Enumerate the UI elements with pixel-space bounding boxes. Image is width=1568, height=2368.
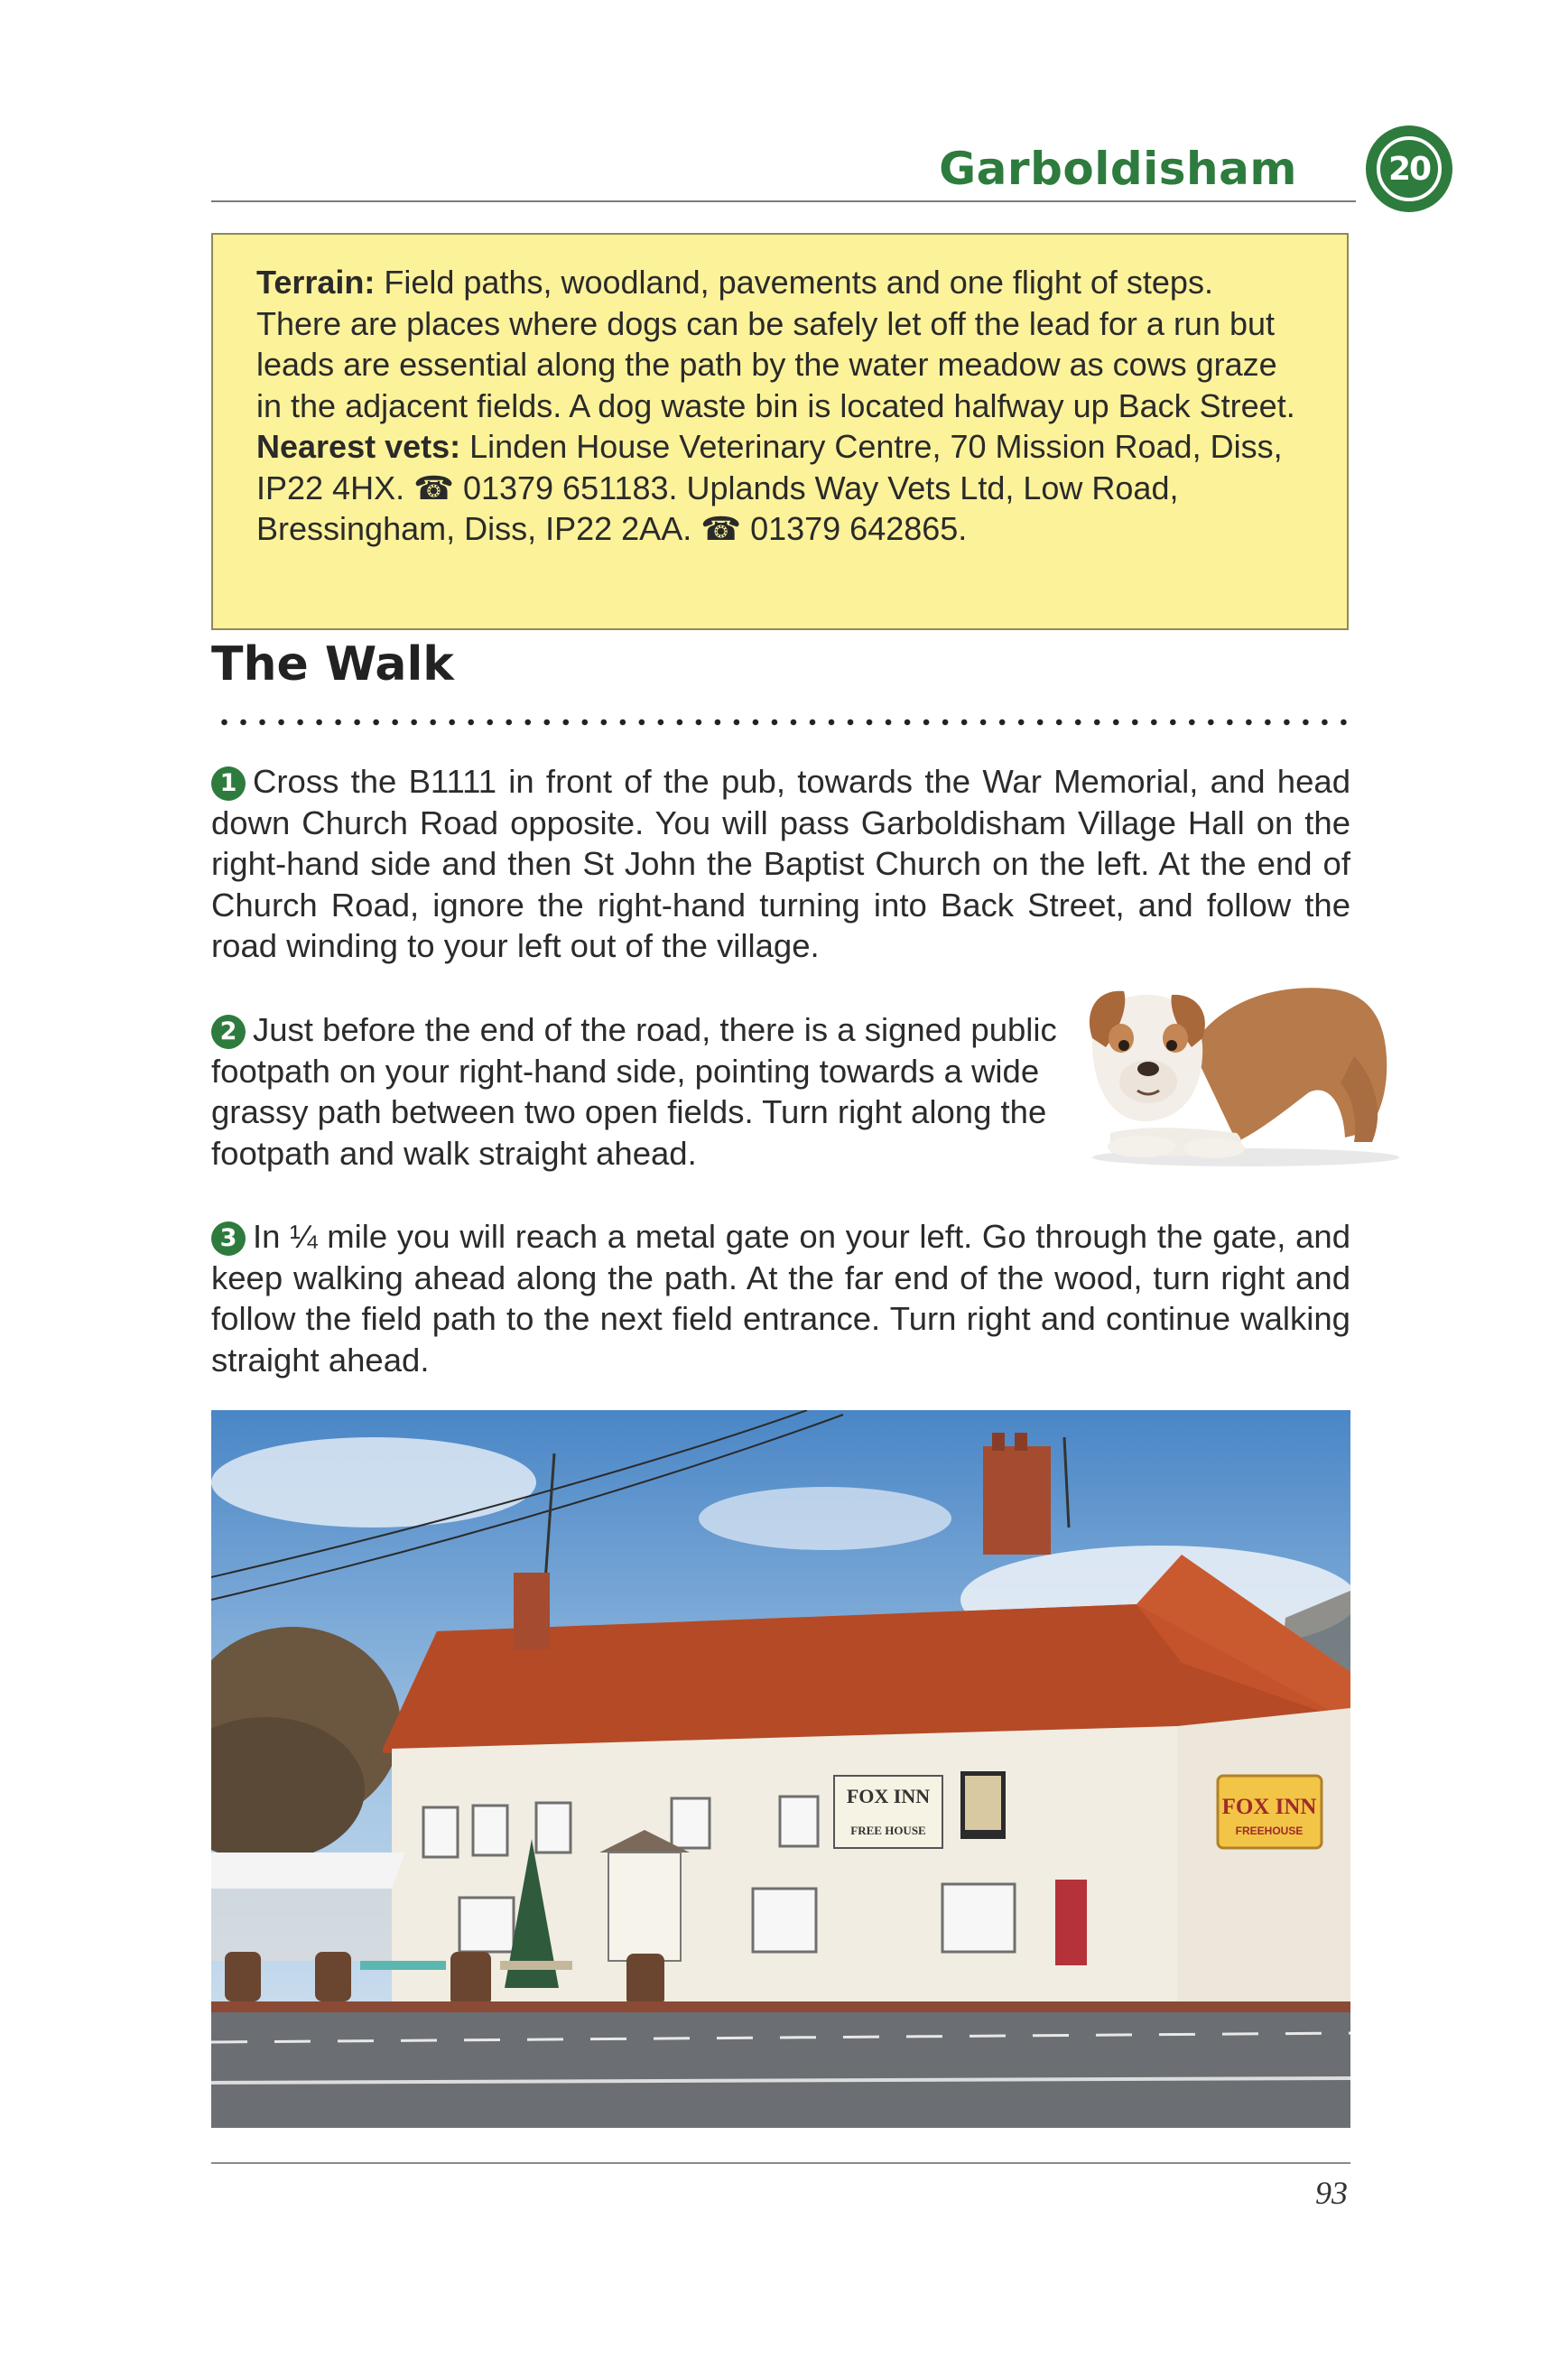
- terrain-text: Field paths, woodland, pavements and one flight of steps. There are places where dogs can be safely let off the lead for a run but leads are essential along the path by the water meadow as cows graze in the adjacent fields. A dog waste bin is located halfway up Back Street.: [256, 264, 1295, 424]
- vets-phone-text-2: 01379 642865.: [741, 510, 968, 547]
- gable-sign-subtext: FREEHOUSE: [1235, 1825, 1304, 1837]
- vets-paragraph: [256, 426, 1305, 550]
- header-divider: [211, 200, 1356, 202]
- step-number-badge: 3: [211, 1221, 246, 1256]
- step-text: In ¼ mile you will reach a metal gate on your left. Go through the gate, and keep walking ahead along the path. At the far end of the wood, turn right and follow the field path to the next field entrance. Turn right and continue walking straight ahead.: [211, 1218, 1350, 1379]
- fascia-sign-text: FOX INN: [846, 1785, 931, 1807]
- page-title: Garboldisham: [939, 143, 1297, 195]
- step-number-badge: 2: [211, 1015, 246, 1049]
- vets-label: Nearest vets:: [256, 428, 461, 465]
- vets-text: Linden House Veterinary Centre, 70 Mission Road, Diss, IP22 4HX.: [256, 428, 1283, 506]
- walk-number-badge: [1366, 125, 1452, 212]
- telephone-icon: ☎: [700, 510, 742, 547]
- terrain-paragraph: [256, 262, 1305, 426]
- page-number: 93: [1315, 2175, 1348, 2211]
- fox-inn-photo: [211, 1410, 1350, 2128]
- telephone-icon: ☎: [413, 469, 454, 506]
- step-text: Cross the B1111 in front of the pub, towards the War Memorial, and head down Church Road opposite. You will pass Garboldisham Village Hall on the right-hand side and then St John the Baptist Church on the left. At the end of Church Road, ignore the right-hand turning into Back Street, and follow the road winding to your left out of the village.: [211, 763, 1350, 964]
- gable-sign-text: FOX INN: [1221, 1795, 1317, 1819]
- terrain-label: Terrain:: [256, 264, 376, 301]
- walk-number: 20: [1387, 150, 1431, 188]
- info-box: [211, 233, 1349, 630]
- walk-step: [211, 1216, 1350, 1380]
- footer-divider: [211, 2162, 1350, 2164]
- bulldog-puppy-image: [1056, 948, 1417, 1174]
- walk-step: [211, 761, 1350, 967]
- dotted-divider: [215, 719, 1354, 726]
- step-text: Just before the end of the road, there is a signed public footpath on your right-hand side, pointing towards a wide grassy path between two open fields. Turn right along the footpath and walk straight ahead.: [211, 1011, 1057, 1172]
- section-heading: The Walk: [211, 637, 454, 692]
- vets-phone-text: 01379 651183. Uplands Way Vets Ltd, Low Road, Bressingham, Diss, IP22 2AA.: [256, 469, 1179, 547]
- fascia-sign-subtext: FREE HOUSE: [850, 1824, 926, 1837]
- step-number-badge: 1: [211, 766, 246, 801]
- walk-step: [211, 1009, 1060, 1174]
